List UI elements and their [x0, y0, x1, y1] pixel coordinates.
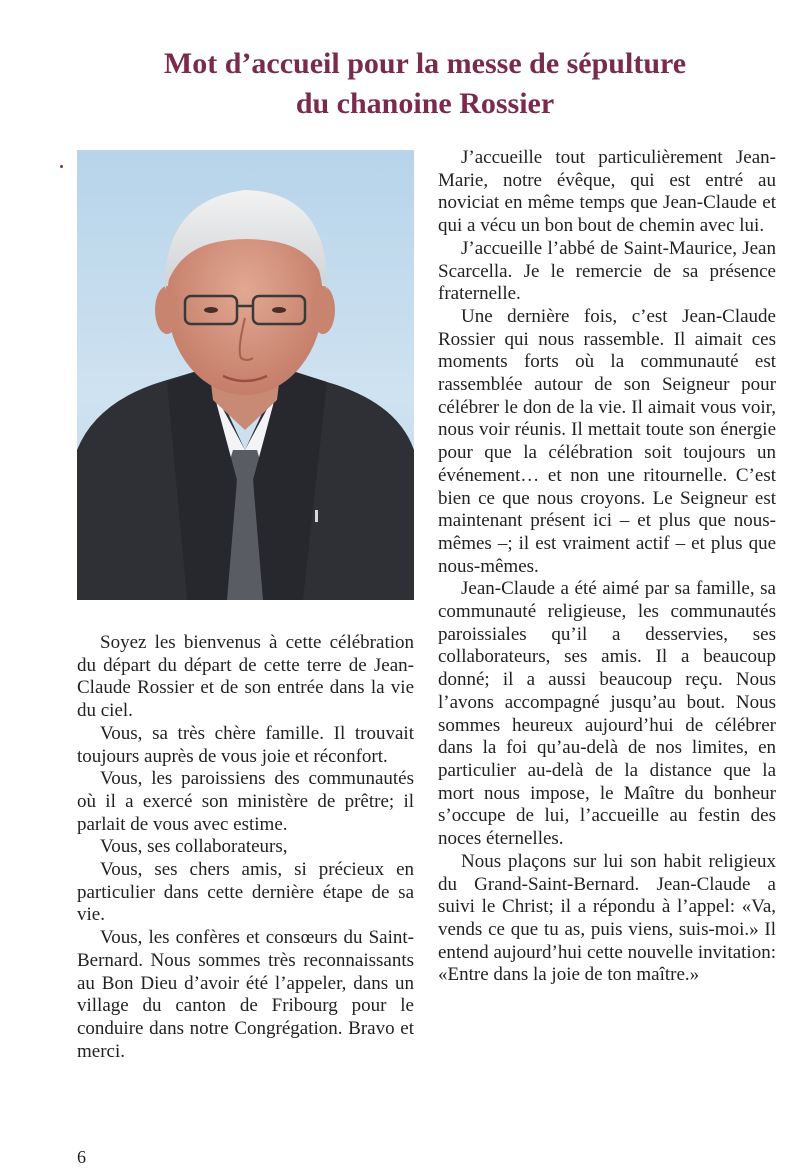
paragraph: Une dernière fois, c’est Jean-Claude Rossier qui nous rassemble. Il aimait ces moments forts où la communauté est rassemblée autour de son Seigneur pour célébrer le don de la vie. Il aimait vous voir, nous voir réunis. Il mettait toute son énergie pour que la célébration soit toujours un événement… et non une ritournelle. C’est bien ce que nous croyons. Le Seigneur est maintenant présent ici – et plus que nous-mêmes –; il est vraiment actif – et plus que nous-mêmes.: [438, 305, 776, 577]
title-line-1: Mot d’accueil pour la messe de sépulture: [163, 47, 687, 80]
lapel-pin: [315, 510, 318, 522]
paragraph: Nous plaçons sur lui son habit religieux du Grand-Saint-Bernard. Jean-Claude a suivi le Christ; il a répondu à l’appel: «Va, vends ce que tu as, puis viens, suis-moi.» Il entend aujourd’hui cette nouvelle invitation: «Entre dans la joie de ton maître.»: [438, 850, 776, 986]
paragraph: Vous, les paroissiens des communautés où il a exercé son ministère de prêtre; il parlait de vous avec estime.: [77, 768, 414, 835]
left-text-column: [77, 632, 414, 1063]
paragraph: Jean-Claude a été aimé par sa famille, sa communauté religieuse, les communautés paroissiales qu’il a desservies, ses collaborateurs, ses amis. Il a beaucoup donné; il a aussi beaucoup reçu. Nous l’avons accompagné jusqu’au bout. Nous sommes heureux aujourd’hui de célébrer dans la foi qu’au-delà de nos limites, en particulier au-delà de la distance que la mort nous impose, le Maître du bonheur s’occupe de lui, l’accueille au festin des noces éternelles.: [438, 578, 776, 850]
paragraph: Vous, ses collaborateurs,: [100, 836, 288, 858]
margin-mark: [60, 165, 63, 168]
right-text-column: [438, 147, 776, 987]
article-title: [0, 44, 800, 124]
page-number: 6: [77, 1147, 86, 1167]
paragraph: Vous, sa très chère famille. Il trouvait toujours auprès de vous joie et réconfort.: [77, 722, 414, 767]
title-line-2: du chanoine Rossier: [295, 87, 555, 120]
paragraph: Soyez les bienvenus à cette célébration du départ du départ de cette terre de Jean-Claude Rossier et de son entrée dans la vie du ciel.: [77, 632, 414, 722]
paragraph: J’accueille l’abbé de Saint-Maurice, Jean Scarcella. Je le remercie de sa présence fraternelle.: [438, 237, 776, 305]
paragraph: J’accueille tout particulièrement Jean-Marie, notre évêque, qui est entré au noviciat en même temps que Jean-Claude et qui a vécu un bon bout de chemin avec lui.: [438, 147, 776, 237]
paragraph: Vous, les confères et consœurs du Saint-Bernard. Nous sommes très reconnaissants au Bon Dieu d’avoir été l’appeler, dans un village du canton de Fribourg pour le conduire dans notre Congrégation. Bravo et merci.: [77, 927, 414, 1062]
paragraph: Vous, ses chers amis, si précieux en particulier dans cette dernière étape de sa vie.: [77, 859, 414, 926]
portrait-illustration: [77, 150, 414, 600]
portrait-photo: [77, 150, 414, 600]
